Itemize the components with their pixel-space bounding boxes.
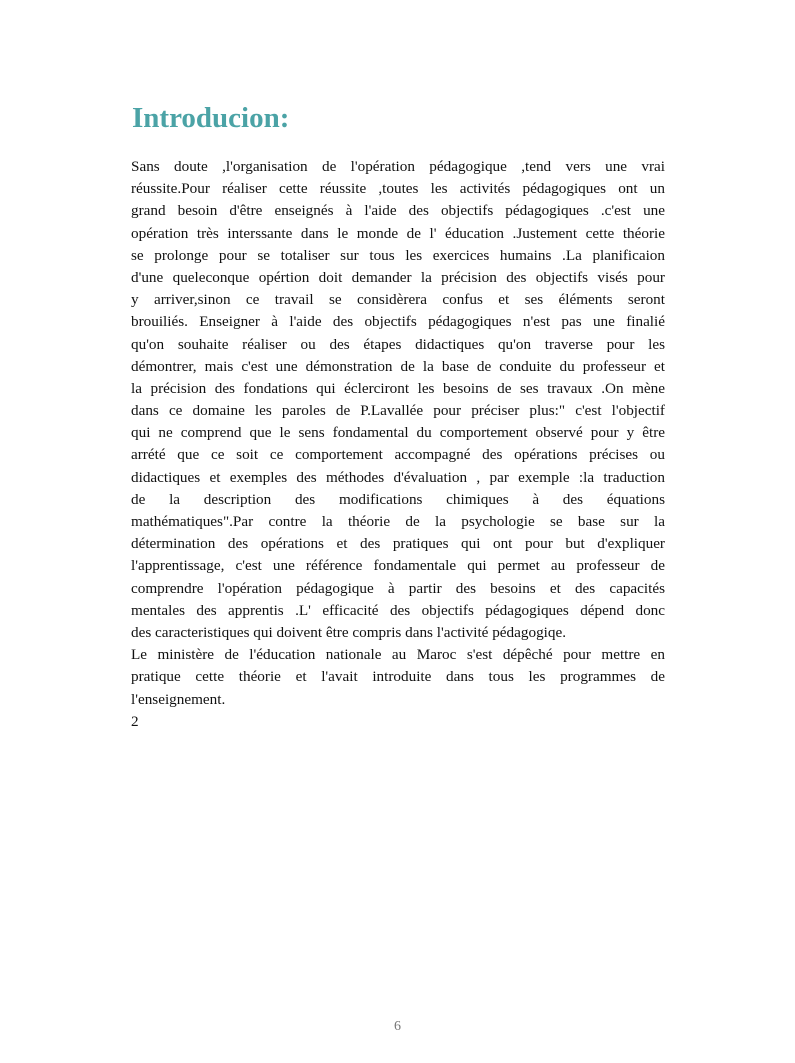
text-line: l'apprentissage, c'est une référence fondamentale qui permet au professeur de <box>131 557 665 575</box>
text-line: dans ce domaine les paroles de P.Lavallée pour préciser plus:" c'est l'objectif <box>131 402 665 420</box>
text-line: des caracteristiques qui doivent être compris dans l'activité pédagogiqe. <box>131 623 567 641</box>
text-line: la précision des fondations qui éclerciront les besoins de ses travaux .On mène <box>131 379 665 397</box>
text-line: détermination des opérations et des pratiques qui ont pour but d'expliquer <box>131 535 665 553</box>
text-line: qui ne comprend que le sens fondamental du comportement observé pour y être <box>131 424 665 442</box>
text-line: y arriver,sinon ce travail se considèrera confus et ses éléments seront <box>131 291 665 309</box>
text-line: qu'on souhaite réaliser ou des étapes didactiques qu'on traverse pour les <box>131 335 665 353</box>
section-heading: Introducion: <box>132 102 290 134</box>
text-line: réussite.Pour réaliser cette réussite ,toutes les activités pédagogiques ont un <box>131 180 665 198</box>
text-line: arrété que ce soit ce comportement accompagné des opérations précises ou <box>131 446 665 464</box>
text-line: démontrer, mais c'est une démonstration de la base de conduite du professeur et <box>131 357 665 375</box>
text-line: opération très interssante dans le monde de l' éducation .Justement cette théorie <box>131 224 665 242</box>
text-line: mentales des apprentis .L' efficacité des objectifs pédagogiques dépend donc <box>131 601 665 619</box>
text-line: l'enseignement. <box>131 690 226 708</box>
text-line: de la description des modifications chimiques à des équations <box>131 490 665 508</box>
text-line: d'une queleconque opértion doit demander la précision des objectifs visés pour <box>131 268 665 286</box>
text-line: mathématiques".Par contre la théorie de la psychologie se base sur la <box>131 513 665 530</box>
text-line: Sans doute ,l'organisation de l'opération pédagogique ,tend vers une vrai <box>131 158 665 175</box>
text-line: se prolonge pour se totaliser sur tous les exercices humains .La planificaion <box>131 246 665 264</box>
text-line: didactiques et exemples des méthodes d'évaluation , par exemple :la traduction <box>131 468 665 486</box>
text-line: pratique cette théorie et l'avait introduite dans tous les programmes de <box>131 668 665 686</box>
text-line: Le ministère de l'éducation nationale au Maroc s'est dépêché pour mettre en <box>131 646 665 664</box>
text-line: grand besoin d'être enseignés à l'aide des objectifs pédagogiques .c'est une <box>131 202 665 220</box>
body-text <box>131 156 665 733</box>
text-line: comprendre l'opération pédagogique à partir des besoins et des capacités <box>131 579 665 597</box>
footnote-marker: 2 <box>131 712 139 730</box>
page-number: 6 <box>394 1019 401 1034</box>
text-line: brouiliés. Enseigner à l'aide des objectifs pédagogiques n'est pas une finalié <box>131 313 665 331</box>
